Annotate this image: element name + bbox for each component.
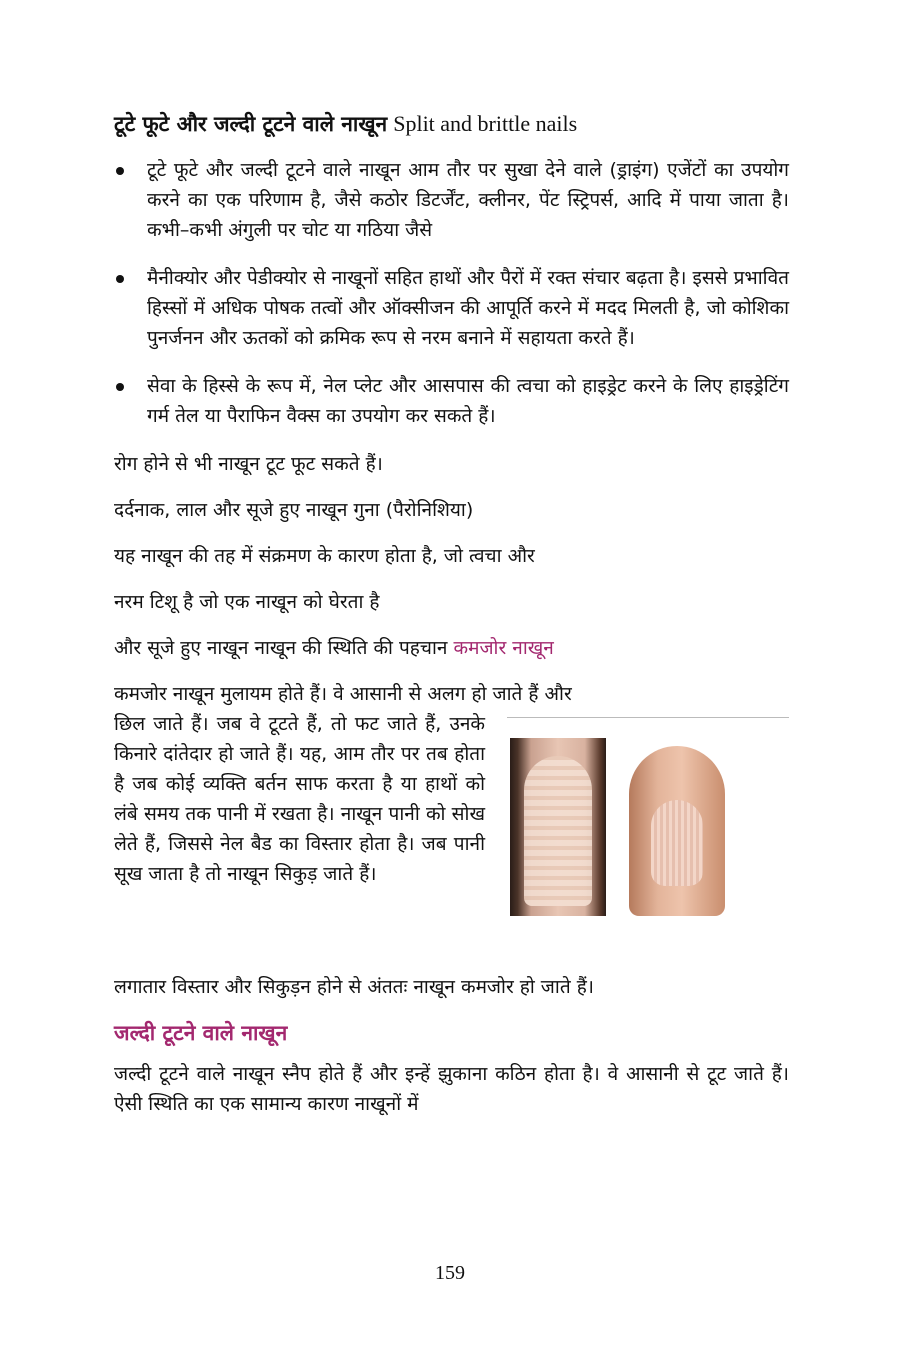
page-number: 159 [435, 1262, 465, 1284]
bullet-item [114, 371, 789, 431]
bullet-icon [116, 167, 124, 175]
heading-hindi: टूटे फूटे और जल्दी टूटने वाले नाखून [114, 112, 388, 136]
page-content [114, 110, 789, 1119]
weak-nails-first-line: कमजोर नाखून मुलायम होते हैं। वे आसानी से अलग हो जाते हैं और [114, 682, 572, 705]
bullet-text: टूटे फूटे और जल्दी टूटने वाले नाखून आम तौर पर सुखा देने वाले (ड्राइंग) एजेंटों का उपयोग करने का एक परिणाम है, जैसे कठोर डिटर्जेंट, क्लीनर, पेंट स्ट्रिपर्स, आदि में पाया जाता है। कभी–कभी अंगुली पर चोट या गठिया जैसे [147, 158, 789, 241]
weak-nails-body: छिल जाते हैं। जब वे टूटते हैं, तो फट जाते हैं, उनके किनारे दांतेदार हो जाते हैं। यह, आम तौर पर तब होता है जब कोई व्यक्ति बर्तन साफ करता है या हाथों को लंबे समय तक पानी में रखता है। नाखून पानी को सोख लेते हैं, जिससे नेल बैड का विस्तार होता है। जब पानी सूख जाता है तो नाखून सिकुड़ जाते हैं। [114, 712, 485, 885]
text-plain: और सूजे हुए नाखून नाखून की स्थिति की पहचान [114, 636, 448, 659]
weak-nails-section [114, 679, 789, 1002]
bullet-item [114, 263, 789, 353]
bullet-text: सेवा के हिस्से के रूप में, नेल प्लेट और आसपास की त्वचा को हाइड्रेट करने के लिए हाइड्रेटिंग गर्म तेल या पैराफिन वैक्स का उपयोग कर सकते हैं। [147, 374, 789, 427]
bullet-icon [116, 383, 124, 391]
bullet-text: मैनीक्योर और पेडीक्योर से नाखूनों सहित हाथों और पैरों में रक्त संचार बढ़ता है। इससे प्रभावित हिस्सों में अधिक पोषक तत्वों और ऑक्सीजन की आपूर्ति करने में मदद मिलती है, जो कोशिका पुनर्जनन और ऊतकों को क्रमिक रूप से नरम बनाने में सहायता करते हैं। [147, 266, 789, 349]
text-line [114, 633, 789, 663]
weak-nails-last-line: लगातार विस्तार और सिकुड़न होने से अंततः नाखून कमजोर हो जाते हैं। [114, 975, 594, 998]
heading-english: Split and brittle nails [393, 111, 578, 136]
brittle-nails-text: जल्दी टूटने वाले नाखून स्नैप होते हैं और इन्हें झुकाना कठिन होता है। वे आसानी से टूट जाते हैं। ऐसी स्थिति का एक सामान्य कारण नाखूनों में [114, 1062, 789, 1115]
text-line: यह नाखून की तह में संक्रमण के कारण होता है, जो त्वचा और [114, 544, 535, 567]
weak-nail-image [510, 738, 606, 916]
nails-photo [507, 717, 789, 968]
bullet-list [114, 155, 789, 431]
bullet-icon [116, 275, 124, 283]
text-line: रोग होने से भी नाखून टूट फूट सकते हैं। [114, 452, 383, 475]
brittle-nails-heading: जल्दी टूटने वाले नाखून [114, 1020, 288, 1045]
text-line: नरम टिशू है जो एक नाखून को घेरता है [114, 590, 380, 613]
bullet-item [114, 155, 789, 245]
text-line: दर्दनाक, लाल और सूजे हुए नाखून गुना (पैरोनिशिया) [114, 498, 474, 521]
weak-nails-title: कमजोर नाखून [453, 636, 554, 659]
ridged-nail-image [629, 746, 725, 916]
section-heading [114, 110, 789, 139]
